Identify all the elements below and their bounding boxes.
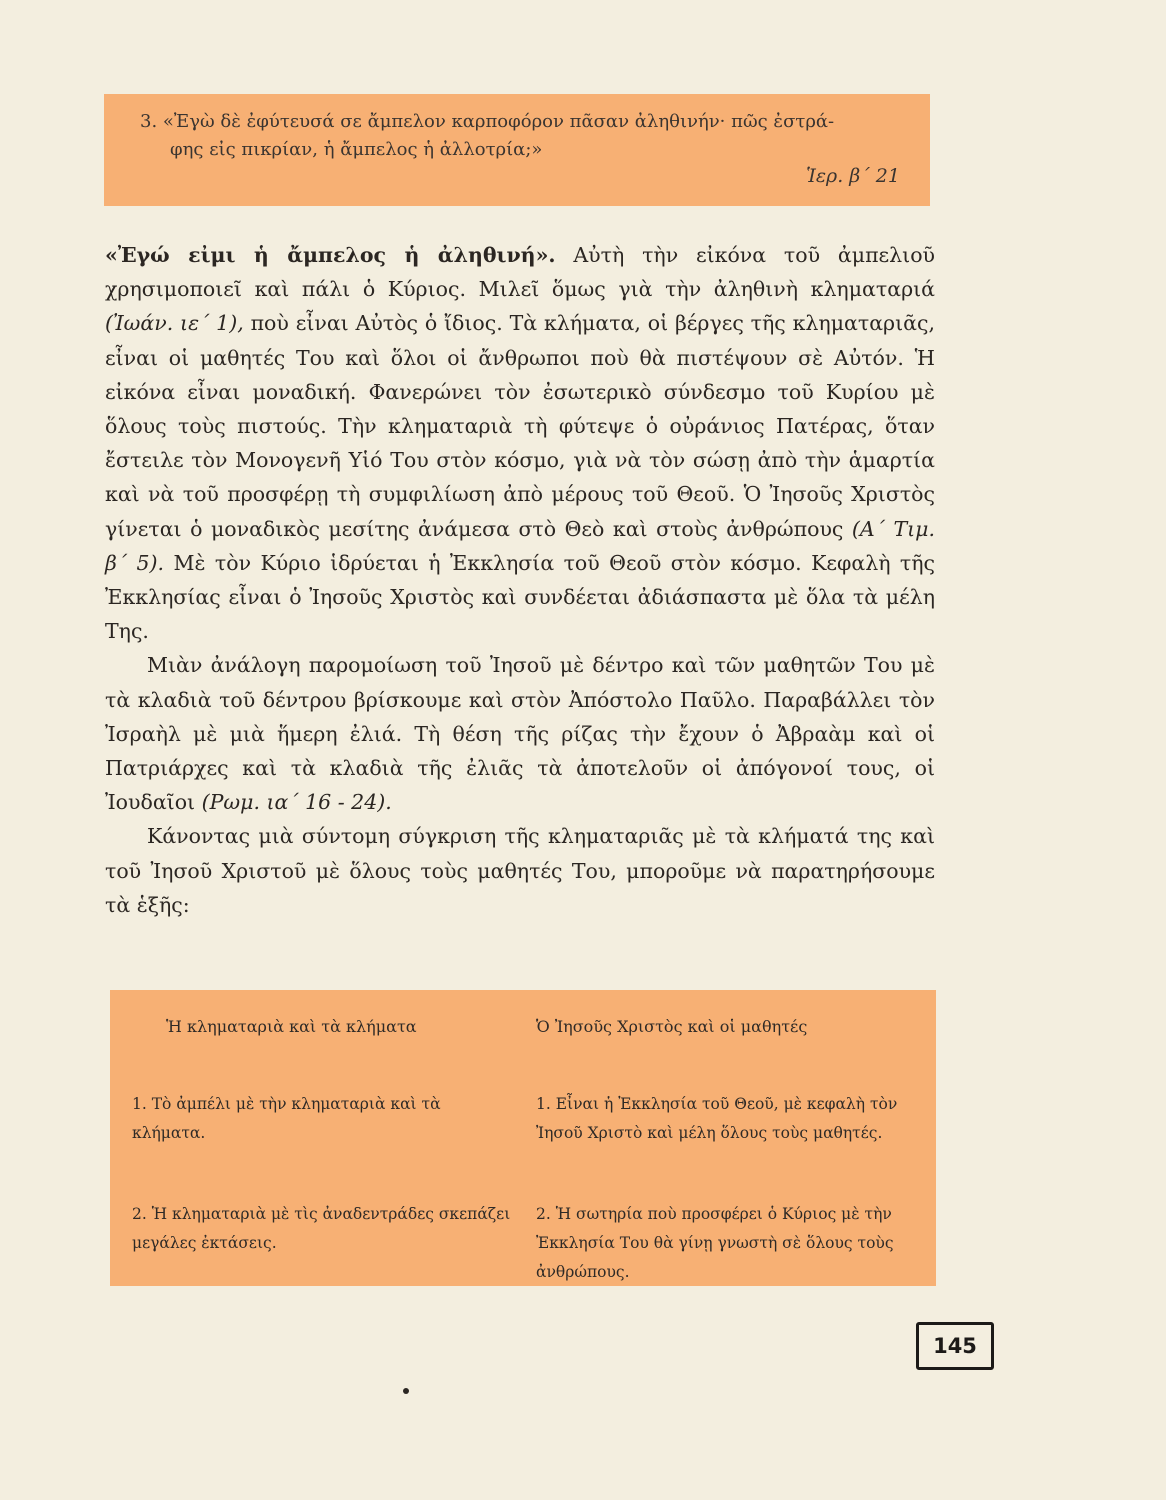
citation-romans: (Ρωμ. ια΄ 16 - 24).: [201, 790, 392, 815]
comparison-table: [110, 990, 936, 1286]
paragraph-1: [105, 238, 935, 648]
citation-timothy: (Α΄ Τιμ. β΄ 5).: [105, 516, 935, 575]
ink-dot: [403, 1388, 409, 1394]
p2-text: Μιὰν ἀνάλογη παρομοίωση τοῦ Ἰησοῦ μὲ δέντρο καὶ τῶν μαθητῶν Του μὲ τὰ κλαδιὰ τοῦ δέντρου βρίσκουμε καὶ στὸν Ἀπόστολο Παῦλο. Παραβάλλει τὸν Ἰσραὴλ μὲ μιὰ ἥμερη ἐλιά. Τὴ θέση τῆς ρίζας τὴν ἔχουν ὁ Ἀβραὰμ καὶ οἱ Πατριάρχες καὶ τὰ κλαδιὰ τῆς ἐλιᾶς τὰ ἀποτελοῦν οἱ ἀπόγονοί τους, οἱ Ἰουδαῖοι: [105, 653, 935, 815]
table-header-right: Ὁ Ἰησοῦς Χριστὸς καὶ οἱ μαθητές: [536, 1017, 808, 1036]
quote-line-1: 3. «Ἐγὼ δὲ ἐφύτευσά σε ἄμπελον καρποφόρον πᾶσαν ἀληθινήν· πῶς ἐστρά-: [140, 111, 835, 132]
p1-text-b: ποὺ εἶναι Αὐτὸς ὁ ἴδιος. Τὰ κλήματα, οἱ βέργες τῆς κληματαριᾶς, εἶναι οἱ μαθητές Του καὶ ὅλοι οἱ ἄνθρωποι ποὺ θὰ πιστέψουν σὲ Αὐτόν. Ἡ εἰκόνα εἶναι μοναδική. Φανερώνει τὸν ἐσωτερικὸ σύνδεσμο τοῦ Κυρίου μὲ ὅλους τοὺς πιστούς. Τὴν κληματαριὰ τὴ φύτεψε ὁ οὐράνιος Πατέρας, ὅταν ἔστειλε τὸν Μονογενῆ Υἱό Του στὸν κόσμο, γιὰ νὰ τὸν σώσῃ ἀπὸ τὴν ἁμαρτία καὶ νὰ τοῦ προσφέρῃ τὴ συμφιλίωση ἀπὸ μέρους τοῦ Θεοῦ. Ὁ Ἰησοῦς Χριστὸς γίνεται ὁ μοναδικὸς μεσίτης ἀνάμεσα στὸ Θεὸ καὶ στοὺς ἀνθρώπους: [105, 311, 935, 541]
table-cell-left-2: 2. Ἡ κληματαριὰ μὲ τὶς ἀναδεντράδες σκεπάζει μεγάλες ἐκτάσεις.: [132, 1205, 511, 1252]
table-cell-left-1: 1. Τὸ ἀμπέλι μὲ τὴν κληματαριὰ καὶ τὰ κλήματα.: [132, 1095, 441, 1142]
p1-text-c: Μὲ τὸν Κύριο ἱδρύεται ἡ Ἐκκλησία τοῦ Θεοῦ στὸν κόσμο. Κεφαλὴ τῆς Ἐκκλησίας εἶναι ὁ Ἰησοῦς Χριστὸς καὶ συνδέεται ἀδιάσπαστα μὲ ὅλα τὰ μέλη Της.: [105, 550, 935, 644]
page-number: 145: [916, 1322, 994, 1370]
paragraph-2: [105, 648, 935, 819]
table-cell-right-1: 1. Εἶναι ἡ Ἐκκλησία τοῦ Θεοῦ, μὲ κεφαλὴ τὸν Ἰησοῦ Χριστὸ καὶ μέλη ὅλους τοὺς μαθητές.: [536, 1095, 898, 1142]
quote-line-2: φης εἰς πικρίαν, ἡ ἄμπελος ἡ ἀλλοτρία;»: [170, 139, 543, 160]
main-text: [105, 238, 935, 922]
heading-phrase: «Ἐγώ εἰμι ἡ ἄμπελος ἡ ἀληθινή».: [105, 243, 556, 267]
quote-box: [104, 94, 930, 206]
quote-reference: Ἱερ. β΄ 21: [806, 165, 900, 187]
table-header-left: Ἡ κληματαριὰ καὶ τὰ κλήματα: [166, 1017, 417, 1036]
p1-text-a: Αὐτὴ τὴν εἰκόνα τοῦ ἀμπελιοῦ χρησιμοποιεῖ καὶ πάλι ὁ Κύριος. Μιλεῖ ὅμως γιὰ τὴν ἀληθινὴ κληματαριά: [105, 243, 935, 302]
table-cell-right-2: 2. Ἡ σωτηρία ποὺ προσφέρει ὁ Κύριος μὲ τὴν Ἐκκλησία Του θὰ γίνῃ γνωστὴ σὲ ὅλους τοὺς ἀνθρώπους.: [536, 1205, 894, 1281]
citation-john: (Ἰωάν. ιε΄ 1),: [105, 311, 244, 336]
paragraph-3: Κάνοντας μιὰ σύντομη σύγκριση τῆς κληματαριᾶς μὲ τὰ κλήματά της καὶ τοῦ Ἰησοῦ Χριστοῦ μὲ ὅλους τοὺς μαθητές Του, μποροῦμε νὰ παρατηρήσουμε τὰ ἑξῆς:: [105, 824, 935, 917]
